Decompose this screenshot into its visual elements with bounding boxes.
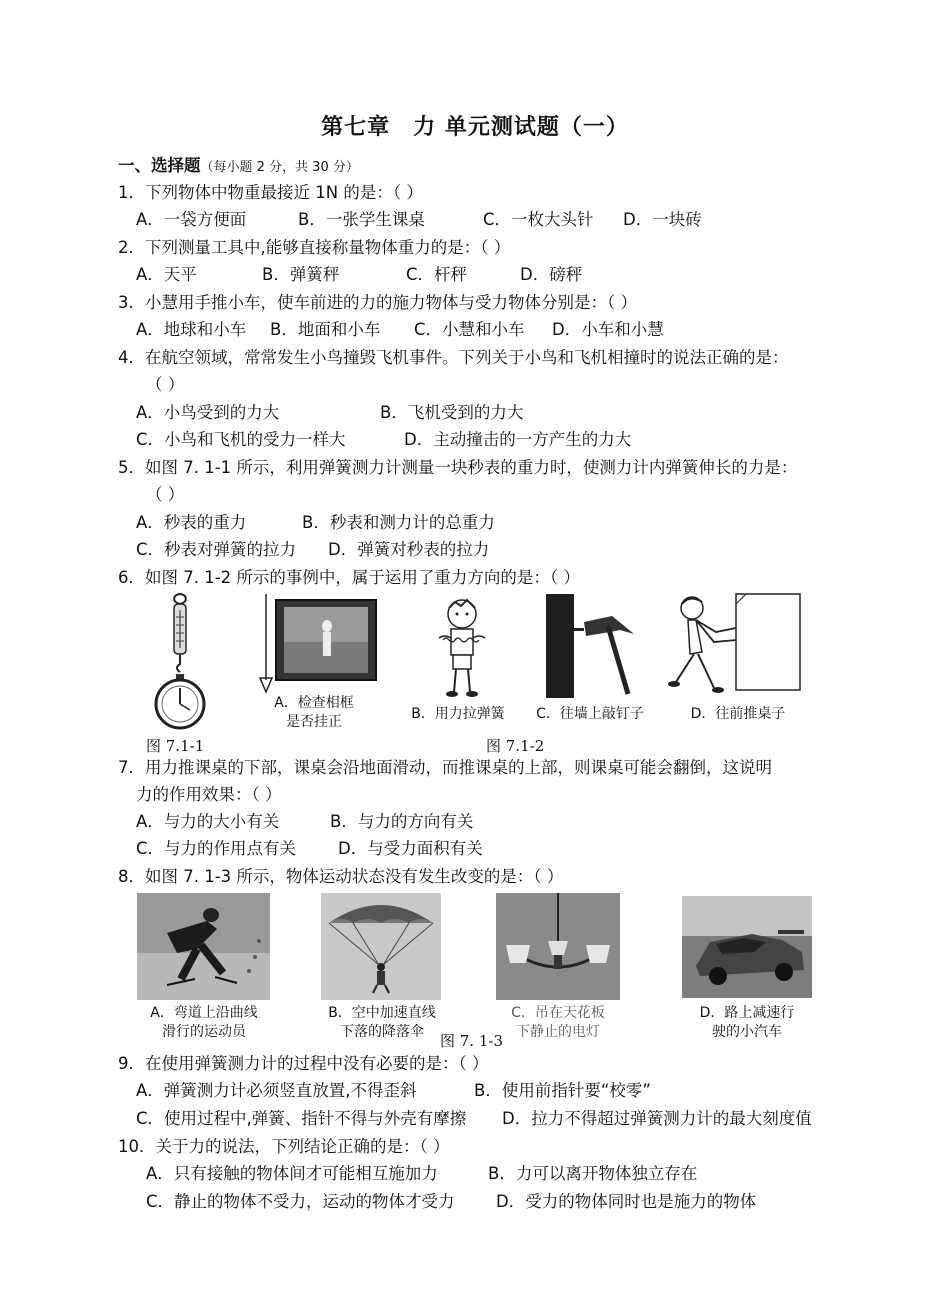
q7-option-d: D．与受力面积有关 [338, 839, 483, 858]
pushing-box-image [666, 592, 806, 700]
figure-7-1-3-label: 图 7. 1-3 [440, 1032, 504, 1050]
section-note: （每小题 2 分，共 30 分） [200, 160, 359, 175]
q6-caption-c: C．往墙上敲钉子 [536, 706, 644, 722]
q3-option-d: D．小车和小慧 [552, 320, 664, 339]
q8-caption-c-line1: C．吊在天花板 [511, 1005, 605, 1021]
q10-option-d: D．受力的物体同时也是施力的物体 [496, 1192, 757, 1211]
q9-option-b: B．使用前指针要“校零” [474, 1081, 651, 1100]
q5-option-a: A．秒表的重力 [136, 513, 247, 532]
question-4-stem: 4．在航空领域，常常发生小鸟撞毁飞机事件。下列关于小鸟和飞机相撞时的说法正确的是： [118, 348, 789, 367]
question-10-stem: 10．关于力的说法，下列结论正确的是：（ ） [118, 1137, 450, 1156]
question-2-stem: 2．下列测量工具中,能够直接称量物体重力的是：（ ） [118, 238, 511, 257]
question-6-stem: 6．如图 7. 1-2 所示的事例中，属于运用了重力方向的是：（ ） [118, 568, 580, 587]
q8-caption-a-line2: 滑行的运动员 [162, 1024, 246, 1040]
q5-option-c: C．秒表对弹簧的拉力 [136, 540, 297, 559]
figure-7-1-2-label: 图 7.1-2 [486, 737, 545, 755]
q3-option-b: B．地面和小车 [270, 320, 381, 339]
hammer-nail-wall-image [542, 594, 652, 700]
question-7-stem-line2: 力的作用效果：（ ） [136, 785, 282, 804]
q1-option-c: C．一枚大头针 [483, 210, 594, 229]
q3-option-a: A．地球和小车 [136, 320, 247, 339]
section-label: 一、选择题 [118, 156, 201, 175]
q4-option-b: B．飞机受到的力大 [380, 403, 524, 422]
q7-option-a: A．与力的大小有关 [136, 812, 280, 831]
q10-option-c: C．静止的物体不受力，运动的物体才受力 [146, 1192, 455, 1211]
q2-option-a: A．天平 [136, 265, 197, 284]
q8-caption-b-line2: 下落的降落伞 [340, 1024, 424, 1040]
q7-option-b: B．与力的方向有关 [330, 812, 474, 831]
question-9-stem: 9．在使用弹簧测力计的过程中没有必要的是：（ ） [118, 1054, 489, 1073]
q10-option-a: A．只有接触的物体间才可能相互施加力 [146, 1164, 438, 1183]
page-title: 第七章 力 单元测试题（一） [321, 114, 629, 140]
q9-option-c: C．使用过程中,弹簧、指针不得与外壳有摩擦 [136, 1109, 467, 1128]
q2-option-c: C．杆秤 [406, 265, 468, 284]
q6-caption-a-line2: 是否挂正 [286, 714, 342, 730]
boy-pulling-spring-image [425, 594, 500, 699]
parachute-photo [321, 893, 441, 1000]
q9-option-a: A．弹簧测力计必须竖直放置,不得歪斜 [136, 1081, 417, 1100]
q2-option-d: D．磅秤 [520, 265, 583, 284]
q4-option-c: C．小鸟和飞机的受力一样大 [136, 430, 346, 449]
q5-option-b: B．秒表和测力计的总重力 [302, 513, 495, 532]
q10-option-b: B．力可以离开物体独立存在 [488, 1164, 698, 1183]
q3-option-c: C．小慧和小车 [414, 320, 525, 339]
q6-caption-b: B．用力拉弹簧 [411, 706, 505, 722]
chandelier-photo [496, 893, 620, 1000]
q1-option-a: A．一袋方便面 [136, 210, 247, 229]
question-5-stem: 5．如图 7. 1-1 所示，利用弹簧测力计测量一块秒表的重力时，使测力计内弹簧伸长的力是： [118, 458, 798, 477]
q6-caption-d: D．往前推桌子 [690, 706, 786, 722]
q5-option-d: D．弹簧对秒表的拉力 [328, 540, 490, 559]
figure-7-1-1-label: 图 7.1-1 [146, 737, 205, 755]
question-4-paren: （ ） [146, 375, 185, 394]
question-3-stem: 3．小慧用手推小车，使车前进的力的施力物体与受力物体分别是：（ ） [118, 293, 637, 312]
q4-option-a: A．小鸟受到的力大 [136, 403, 280, 422]
q7-option-c: C．与力的作用点有关 [136, 839, 297, 858]
q8-caption-b-line1: B．空中加速直线 [328, 1005, 436, 1021]
question-1-stem: 1．下列物体中物重最接近 1N 的是：（ ） [118, 183, 423, 202]
question-8-stem: 8．如图 7. 1-3 所示，物体运动状态没有发生改变的是：（ ） [118, 867, 564, 886]
q4-option-d: D．主动撞击的一方产生的力大 [404, 430, 632, 449]
q8-caption-d-line2: 驶的小汽车 [712, 1024, 782, 1040]
q2-option-b: B．弹簧秤 [262, 265, 340, 284]
sports-car-photo [682, 896, 812, 998]
spring-scale-stopwatch-image [150, 592, 210, 732]
q6-caption-a-line1: A．检查相框 [274, 695, 354, 711]
speed-skater-photo [137, 893, 270, 1000]
question-5-paren: （ ） [146, 485, 185, 504]
q8-caption-d-line1: D．路上减速行 [699, 1005, 795, 1021]
question-7-stem-line1: 7．用力推课桌的下部，课桌会沿地面滑动，而推课桌的上部，则课桌可能会翻倒，这说明 [118, 758, 772, 777]
q8-caption-c-line2: 下静止的电灯 [516, 1024, 600, 1040]
section-heading [118, 155, 359, 179]
picture-frame-plumb-image [252, 592, 382, 697]
q8-caption-a-line1: A．弯道上沿曲线 [150, 1005, 258, 1021]
q1-option-d: D．一块砖 [623, 210, 702, 229]
q1-option-b: B．一张学生课桌 [298, 210, 425, 229]
q9-option-d: D．拉力不得超过弹簧测力计的最大刻度值 [502, 1109, 812, 1128]
